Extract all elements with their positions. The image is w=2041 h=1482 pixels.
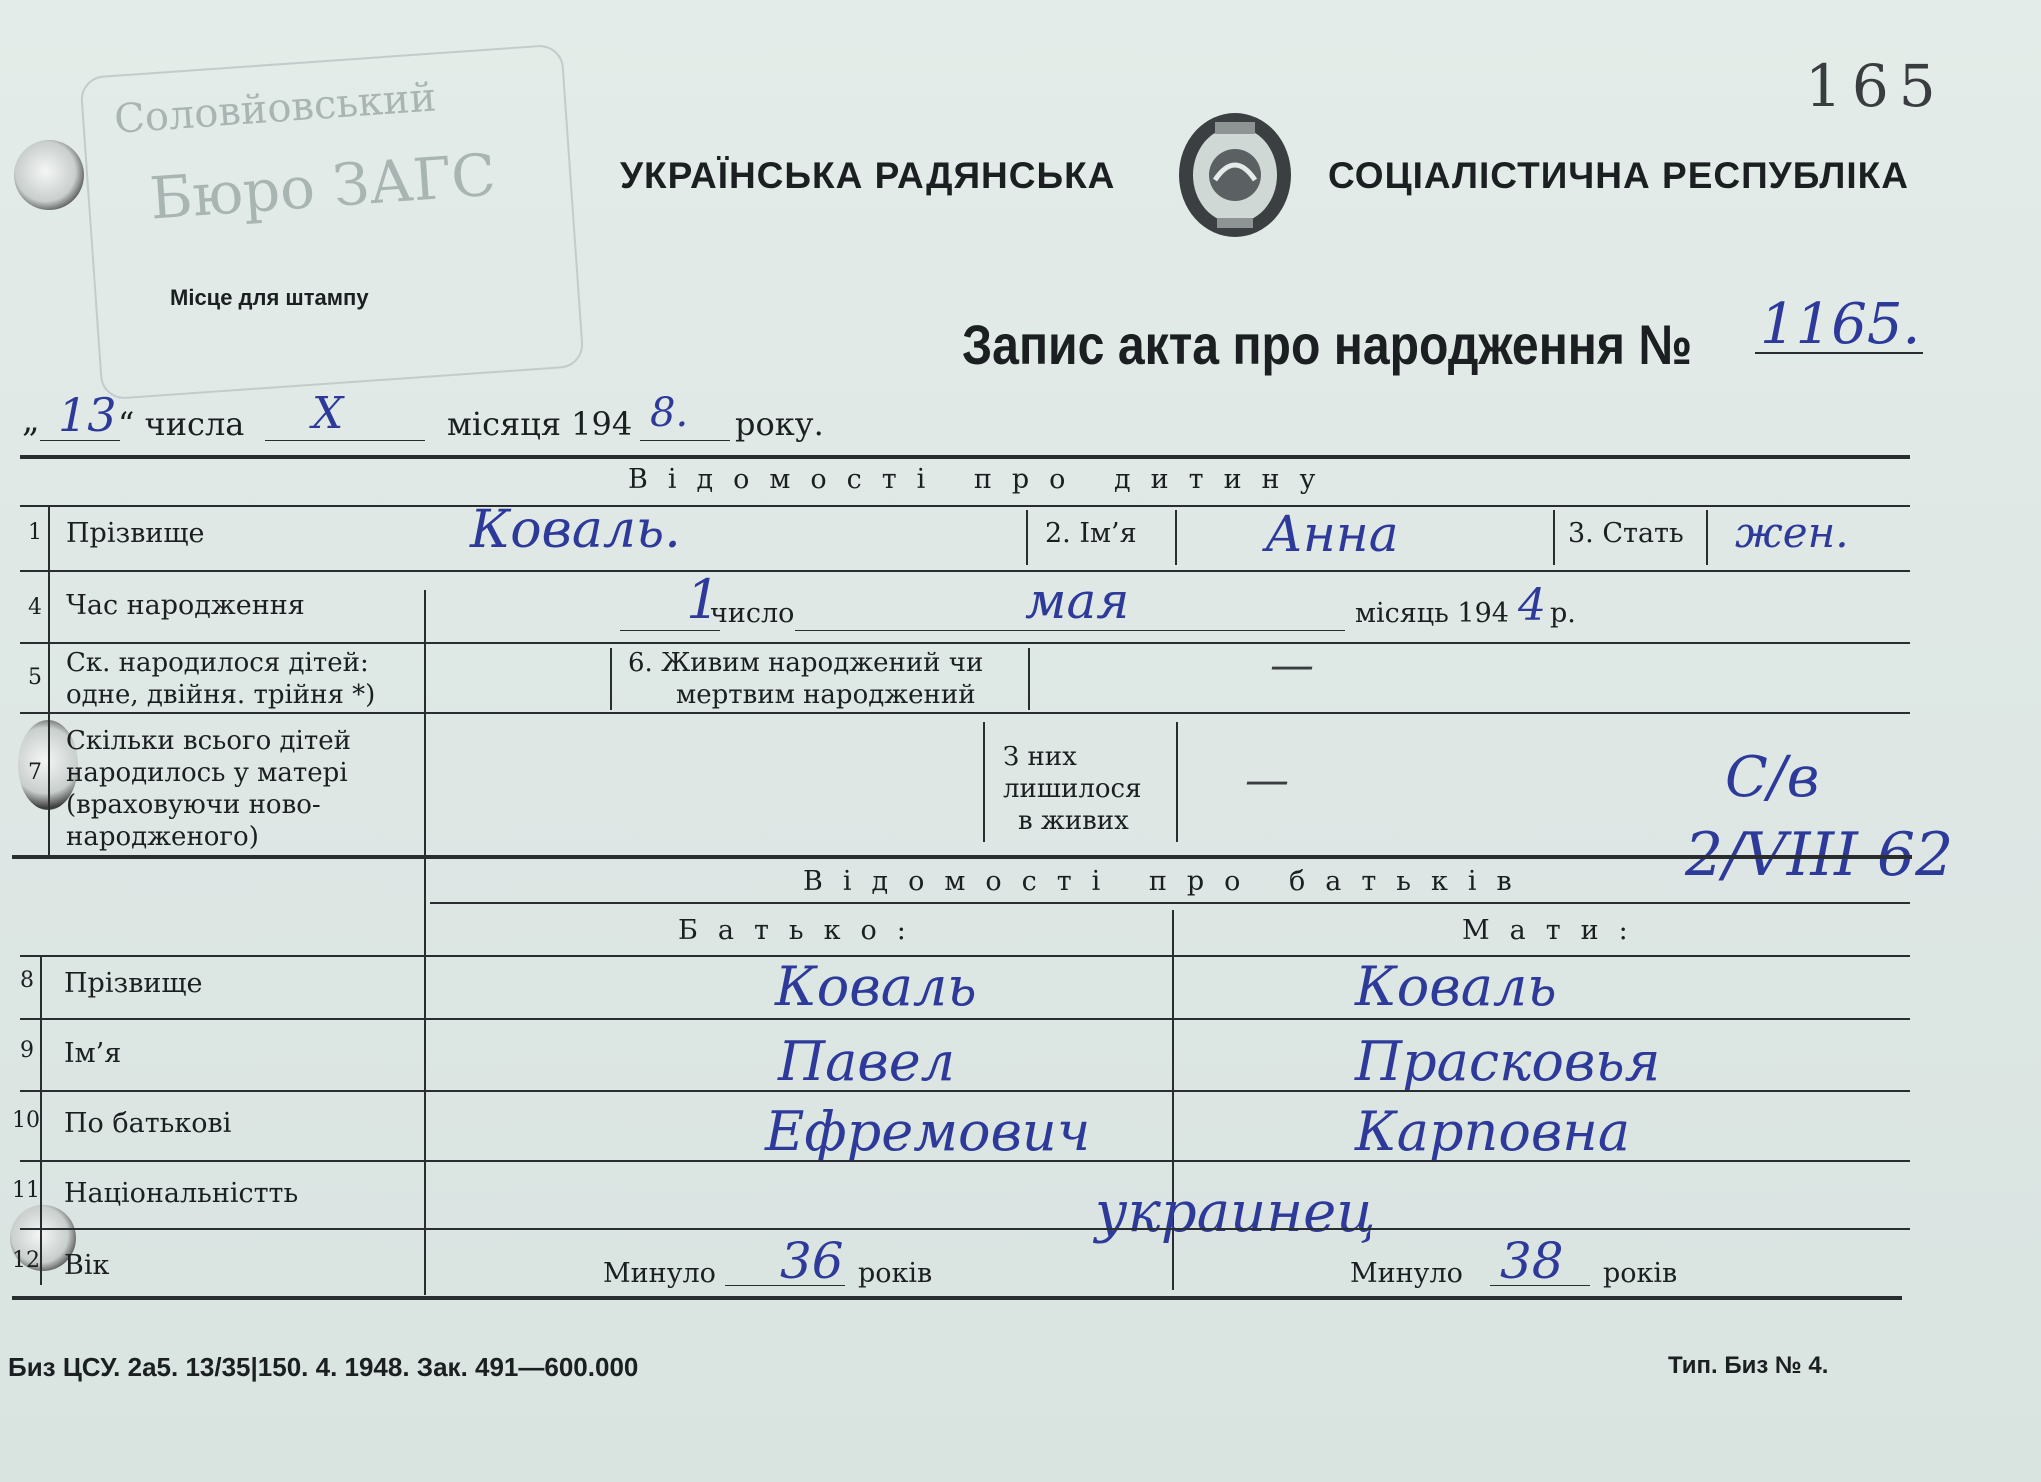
mother-patronymic: Карповна xyxy=(1355,1100,1631,1163)
page-number: 165 xyxy=(1805,52,1946,120)
annotation-line1: С/в xyxy=(1725,745,1820,810)
row-num-4: 4 xyxy=(28,595,42,620)
row11-rule xyxy=(20,1228,1910,1230)
birth-month-underline xyxy=(795,630,1345,631)
row-num-12: 12 xyxy=(12,1248,40,1273)
survived-label-3: в живих xyxy=(1018,806,1129,836)
birth-time-label: Час народження xyxy=(66,590,305,621)
header-right: СОЦІАЛІСТИЧНА РЕСПУБЛІКА xyxy=(1328,155,1909,196)
child-section-bottom-rule xyxy=(12,855,1912,859)
row5-rule xyxy=(20,712,1910,714)
record-title: Запис акта про народження № xyxy=(962,313,1693,376)
births-count-label-2: одне, двійня. трійня *) xyxy=(66,680,376,710)
row-num-10: 10 xyxy=(12,1108,40,1133)
nationality-value: украинец xyxy=(1095,1180,1376,1245)
surname-label: Прізвище xyxy=(66,518,205,549)
name-value-separator xyxy=(1175,510,1177,565)
sex-separator xyxy=(1553,510,1555,565)
birth-day-label: число xyxy=(710,598,795,629)
mother-age: 38 xyxy=(1500,1232,1564,1290)
row-num-8: 8 xyxy=(20,968,34,993)
registration-year: 8. xyxy=(650,390,689,436)
row-num-11: 11 xyxy=(12,1178,40,1203)
birth-month-label: місяць 194 xyxy=(1355,598,1509,629)
parents-section-header: Відомості про батьків xyxy=(803,866,1532,897)
record-number-underline xyxy=(1755,352,1923,354)
header-left: УКРАЇНСЬКА РАДЯНСЬКА xyxy=(620,155,1116,196)
survived-label-1: З них xyxy=(1003,742,1077,772)
year-underline xyxy=(640,440,730,441)
child-section-header: Відомості про дитину xyxy=(628,464,1336,495)
parent-surname-label: Прізвище xyxy=(64,968,203,999)
row9-rule xyxy=(20,1090,1910,1092)
row-num-9: 9 xyxy=(20,1038,34,1063)
total-children-label-1: Скільки всього дітей xyxy=(66,726,351,756)
parents-num-column-rule xyxy=(40,955,42,1285)
survived-right-rule xyxy=(1176,722,1178,842)
alive-dead-left-rule xyxy=(610,648,612,710)
father-age-underline xyxy=(725,1285,845,1286)
total-children-label-4: народженого) xyxy=(66,822,259,852)
alive-dead-label-2: мертвим народжений xyxy=(676,680,976,710)
survived-value: — xyxy=(1245,755,1289,806)
month-label: місяця 194 xyxy=(447,405,633,443)
punch-hole-top xyxy=(14,140,84,210)
footer-left: Биз ЦСУ. 2а5. 13/35|150. 4. 1948. Зак. 491—600.000 xyxy=(8,1352,639,1382)
name-label: 2. Ім’я xyxy=(1045,518,1137,549)
total-children-label-2: народилось у матері xyxy=(66,758,348,788)
birth-day: 1 xyxy=(686,568,721,631)
alive-dead-value: — xyxy=(1270,640,1314,691)
stamp-place-label: Місце для штампу xyxy=(170,285,369,310)
mother-age-underline xyxy=(1490,1285,1590,1286)
child-header-rule xyxy=(20,505,1910,507)
nationality-label: Національністть xyxy=(64,1178,299,1209)
parents-header-rule xyxy=(430,902,1910,904)
birth-year: 4 xyxy=(1518,580,1546,631)
faint-stamp-line1: Соловйовський xyxy=(112,74,438,143)
mother-surname: Коваль xyxy=(1355,955,1557,1018)
row1-rule xyxy=(20,570,1910,572)
survived-left-rule xyxy=(983,722,985,842)
row-num-5: 5 xyxy=(28,665,42,690)
label-column-rule xyxy=(424,590,426,1295)
father-age-prefix: Минуло xyxy=(603,1258,716,1289)
date-open-quote: „ xyxy=(22,400,40,440)
footer-right: Тип. Биз № 4. xyxy=(1668,1352,1829,1379)
annotation-line2: 2/VIII 62 xyxy=(1685,820,1954,890)
num-column-rule xyxy=(48,505,50,855)
child-surname: Коваль. xyxy=(470,500,681,560)
patronymic-label: По батькові xyxy=(64,1108,232,1139)
day-suffix: “ числа xyxy=(118,405,245,443)
row4-rule xyxy=(20,642,1910,644)
mother-age-prefix: Минуло xyxy=(1350,1258,1463,1289)
month-underline xyxy=(265,440,425,441)
mother-header: Мати: xyxy=(1462,915,1648,946)
age-label: Вік xyxy=(64,1250,110,1281)
registration-day: 13 xyxy=(58,388,117,442)
father-age: 36 xyxy=(780,1232,844,1290)
record-number: 1165. xyxy=(1760,292,1921,357)
child-name: Анна xyxy=(1265,505,1399,563)
father-name: Павел xyxy=(778,1030,956,1093)
child-sex: жен. xyxy=(1735,508,1849,557)
faint-stamp xyxy=(79,44,584,401)
mother-age-suffix: років xyxy=(1603,1258,1678,1289)
row8-rule xyxy=(20,1018,1910,1020)
ussr-emblem-icon xyxy=(1175,110,1295,240)
births-count-label-1: Ск. народилося дітей: xyxy=(66,648,369,678)
birth-month: мая xyxy=(1025,572,1130,630)
day-underline xyxy=(40,440,120,441)
child-section-top-rule xyxy=(20,455,1910,459)
name-separator xyxy=(1026,510,1028,565)
mother-name: Прасковья xyxy=(1355,1030,1661,1093)
row10-rule xyxy=(20,1160,1910,1162)
alive-dead-right-rule xyxy=(1028,648,1030,710)
row-num-7: 7 xyxy=(28,760,42,785)
father-patronymic: Ефремович xyxy=(765,1100,1091,1163)
parent-name-label: Ім’я xyxy=(64,1038,122,1069)
sex-label: 3. Стать xyxy=(1568,518,1684,549)
row-num-1: 1 xyxy=(28,520,42,545)
year-suffix: року. xyxy=(735,405,824,443)
birth-year-suffix: р. xyxy=(1550,598,1576,629)
alive-dead-label-1: 6. Живим народжений чи xyxy=(628,648,984,678)
sex-value-separator xyxy=(1706,510,1708,565)
father-header: Батько: xyxy=(678,915,926,946)
faint-stamp-line2: Бюро ЗАГС xyxy=(147,140,498,233)
survived-label-2: лишилося xyxy=(1003,774,1142,804)
form-bottom-rule xyxy=(12,1296,1902,1300)
father-age-suffix: років xyxy=(858,1258,933,1289)
birth-day-underline xyxy=(620,630,720,631)
registration-month: X xyxy=(312,388,344,439)
total-children-label-3: (враховуючи ново- xyxy=(66,790,321,820)
father-surname: Коваль xyxy=(775,955,977,1018)
